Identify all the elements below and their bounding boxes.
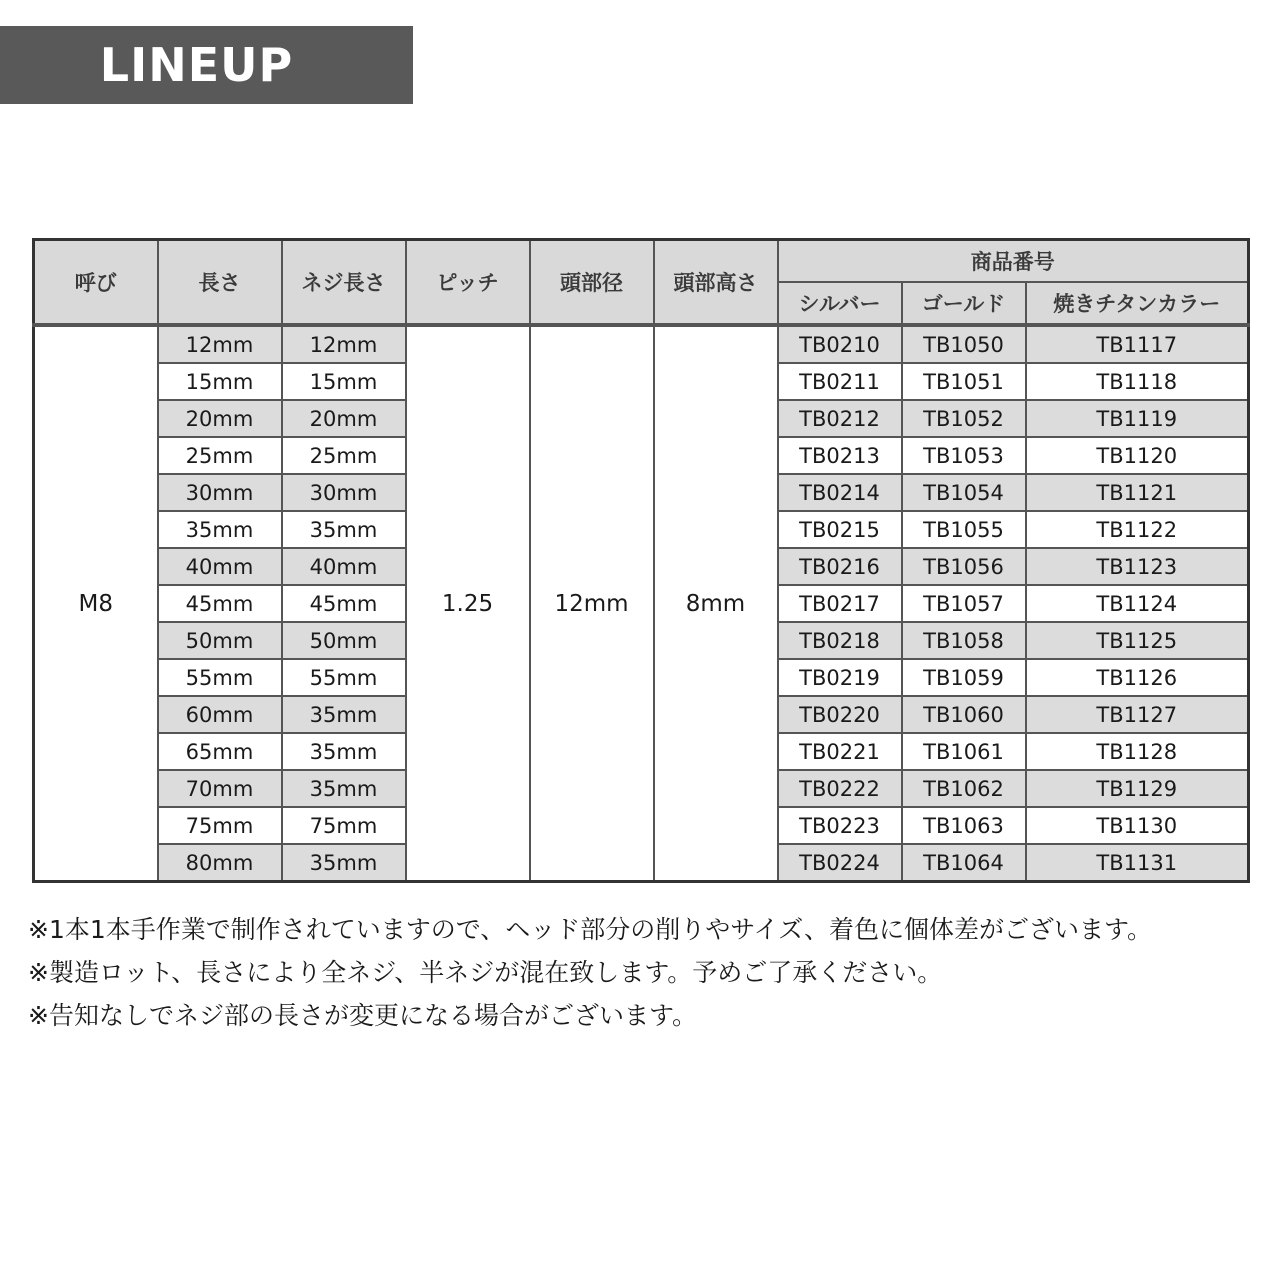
- cell-burnt-titanium: TB1126: [1026, 659, 1249, 696]
- cell-length: 25mm: [158, 437, 282, 474]
- header-product-number: 商品番号: [778, 240, 1249, 283]
- cell-gold: TB1061: [902, 733, 1026, 770]
- cell-thread-length: 35mm: [282, 844, 406, 882]
- cell-thread-length: 12mm: [282, 325, 406, 363]
- cell-length: 15mm: [158, 363, 282, 400]
- cell-gold: TB1064: [902, 844, 1026, 882]
- cell-length: 60mm: [158, 696, 282, 733]
- cell-silver: TB0210: [778, 325, 902, 363]
- cell-gold: TB1063: [902, 807, 1026, 844]
- cell-gold: TB1062: [902, 770, 1026, 807]
- note-2: ※製造ロット、長さにより全ネジ、半ネジが混在致します。予めご了承ください。: [28, 958, 943, 987]
- cell-silver: TB0222: [778, 770, 902, 807]
- cell-length: 65mm: [158, 733, 282, 770]
- cell-length: 20mm: [158, 400, 282, 437]
- cell-thread-length: 50mm: [282, 622, 406, 659]
- cell-thread-length: 20mm: [282, 400, 406, 437]
- cell-thread-length: 15mm: [282, 363, 406, 400]
- cell-length: 45mm: [158, 585, 282, 622]
- cell-gold: TB1056: [902, 548, 1026, 585]
- cell-length: 30mm: [158, 474, 282, 511]
- cell-silver: TB0218: [778, 622, 902, 659]
- cell-silver: TB0212: [778, 400, 902, 437]
- cell-gold: TB1051: [902, 363, 1026, 400]
- cell-length: 12mm: [158, 325, 282, 363]
- cell-head-diameter: 12mm: [530, 325, 654, 882]
- header-head-diameter: 頭部径: [530, 240, 654, 326]
- header-thread-length: ネジ長さ: [282, 240, 406, 326]
- cell-gold: TB1052: [902, 400, 1026, 437]
- cell-burnt-titanium: TB1127: [1026, 696, 1249, 733]
- cell-thread-length: 35mm: [282, 770, 406, 807]
- header-pitch: ピッチ: [406, 240, 530, 326]
- cell-burnt-titanium: TB1119: [1026, 400, 1249, 437]
- cell-thread-length: 75mm: [282, 807, 406, 844]
- cell-thread-length: 55mm: [282, 659, 406, 696]
- cell-gold: TB1053: [902, 437, 1026, 474]
- cell-gold: TB1059: [902, 659, 1026, 696]
- cell-silver: TB0220: [778, 696, 902, 733]
- cell-burnt-titanium: TB1121: [1026, 474, 1249, 511]
- cell-gold: TB1050: [902, 325, 1026, 363]
- table-row: [34, 325, 1249, 363]
- cell-length: 50mm: [158, 622, 282, 659]
- cell-length: 75mm: [158, 807, 282, 844]
- note-3: ※告知なしでネジ部の長さが変更になる場合がございます。: [28, 1001, 697, 1030]
- header-silver: シルバー: [778, 282, 902, 325]
- cell-silver: TB0223: [778, 807, 902, 844]
- cell-burnt-titanium: TB1125: [1026, 622, 1249, 659]
- cell-burnt-titanium: TB1120: [1026, 437, 1249, 474]
- cell-thread-length: 40mm: [282, 548, 406, 585]
- cell-burnt-titanium: TB1123: [1026, 548, 1249, 585]
- cell-burnt-titanium: TB1129: [1026, 770, 1249, 807]
- cell-burnt-titanium: TB1131: [1026, 844, 1249, 882]
- cell-gold: TB1055: [902, 511, 1026, 548]
- cell-silver: TB0214: [778, 474, 902, 511]
- note-1: ※1本1本手作業で制作されていますので、ヘッド部分の削りやサイズ、着色に個体差がございます。: [28, 915, 1153, 944]
- header-gold: ゴールド: [902, 282, 1026, 325]
- cell-length: 80mm: [158, 844, 282, 882]
- header-head-height: 頭部高さ: [654, 240, 778, 326]
- notes: [28, 908, 1152, 1037]
- cell-gold: TB1060: [902, 696, 1026, 733]
- cell-thread-length: 30mm: [282, 474, 406, 511]
- cell-silver: TB0217: [778, 585, 902, 622]
- cell-silver: TB0213: [778, 437, 902, 474]
- cell-nominal: M8: [34, 325, 158, 882]
- lineup-table: [32, 238, 1250, 883]
- cell-length: 40mm: [158, 548, 282, 585]
- cell-head-height: 8mm: [654, 325, 778, 882]
- cell-silver: TB0211: [778, 363, 902, 400]
- cell-thread-length: 35mm: [282, 733, 406, 770]
- cell-burnt-titanium: TB1130: [1026, 807, 1249, 844]
- header-burnt-titanium: 焼きチタンカラー: [1026, 282, 1249, 325]
- cell-length: 35mm: [158, 511, 282, 548]
- cell-burnt-titanium: TB1124: [1026, 585, 1249, 622]
- cell-thread-length: 35mm: [282, 696, 406, 733]
- banner-title: LINEUP: [99, 38, 294, 92]
- cell-gold: TB1054: [902, 474, 1026, 511]
- cell-gold: TB1057: [902, 585, 1026, 622]
- cell-gold: TB1058: [902, 622, 1026, 659]
- cell-burnt-titanium: TB1128: [1026, 733, 1249, 770]
- cell-silver: TB0216: [778, 548, 902, 585]
- cell-thread-length: 25mm: [282, 437, 406, 474]
- cell-length: 70mm: [158, 770, 282, 807]
- cell-silver: TB0224: [778, 844, 902, 882]
- cell-silver: TB0219: [778, 659, 902, 696]
- header-nominal: 呼び: [34, 240, 158, 326]
- cell-thread-length: 35mm: [282, 511, 406, 548]
- table-body: [34, 325, 1249, 882]
- lineup-banner: [0, 26, 413, 104]
- cell-silver: TB0215: [778, 511, 902, 548]
- header-length: 長さ: [158, 240, 282, 326]
- cell-pitch: 1.25: [406, 325, 530, 882]
- cell-burnt-titanium: TB1122: [1026, 511, 1249, 548]
- cell-silver: TB0221: [778, 733, 902, 770]
- cell-burnt-titanium: TB1117: [1026, 325, 1249, 363]
- cell-burnt-titanium: TB1118: [1026, 363, 1249, 400]
- cell-thread-length: 45mm: [282, 585, 406, 622]
- cell-length: 55mm: [158, 659, 282, 696]
